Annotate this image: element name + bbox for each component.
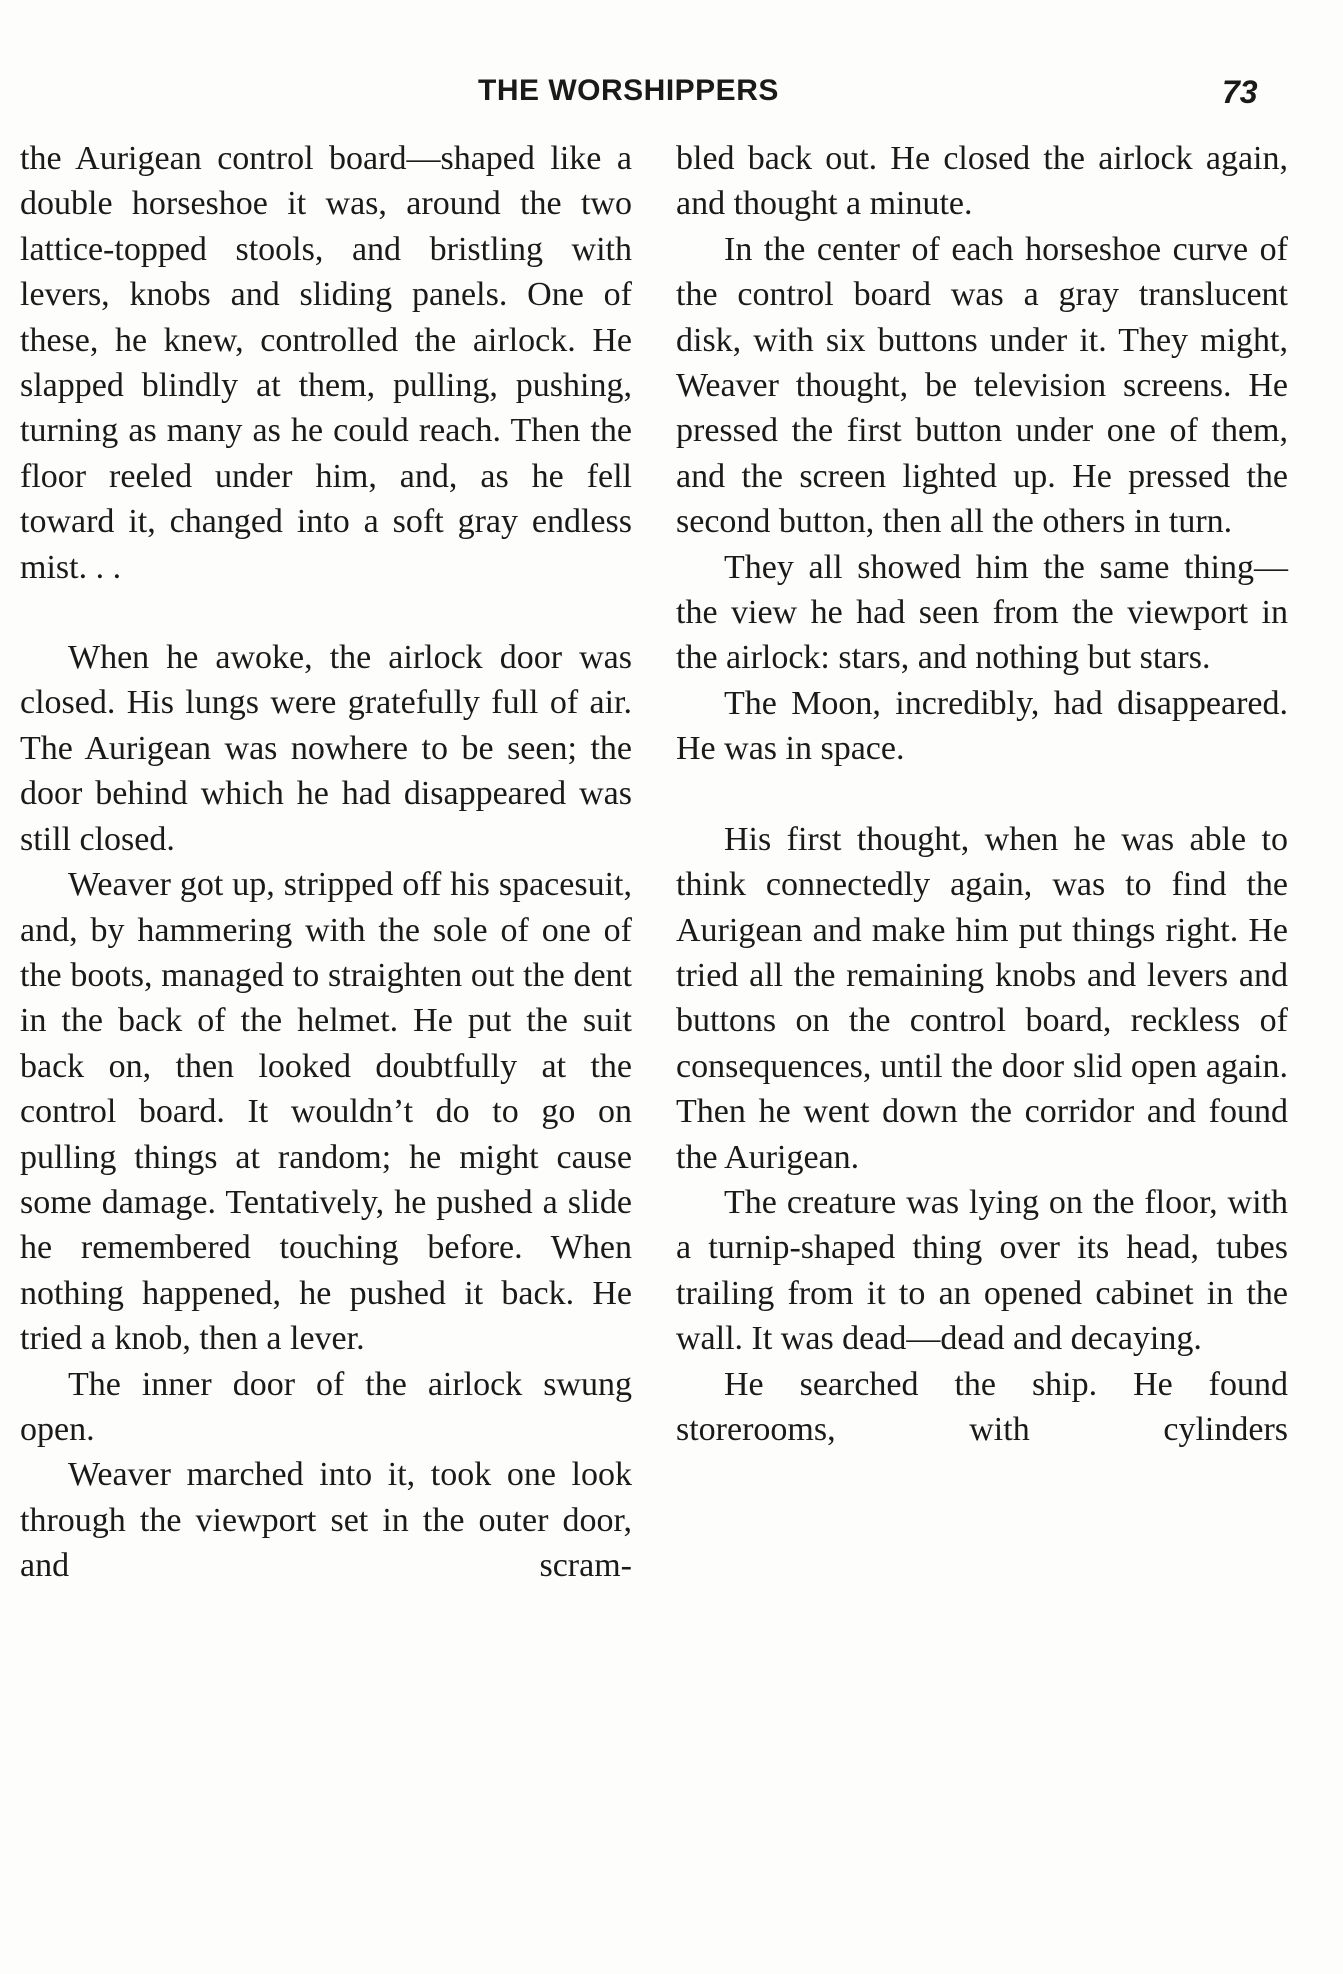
paragraph: When he awoke, the airlock door was closed. His lungs were gratefully full of air. The Aurigean was nowhere to be seen; the door behind which he had disappeared was still closed. bbox=[20, 639, 632, 858]
paragraph: The Moon, incredibly, had disappeared. He was in space. bbox=[676, 684, 1288, 768]
right-column bbox=[676, 136, 1288, 1452]
paragraph: Weaver got up, stripped off his spacesuit, and, by hammering with the sole of one of the boots, managed to straighten out the dent in the back of the helmet. He put the suit back on, then looked doubtfully at the control board. It wouldn’t do to go on pulling things at random; he might cause some damage. Tentatively, he pushed a slide he remembered touching before. When nothing happened, he pushed it back. He tried a knob, then a lever. bbox=[20, 866, 632, 1358]
running-head bbox=[0, 74, 1343, 114]
paragraph: bled back out. He closed the airlock again, and thought a minute. bbox=[676, 140, 1288, 223]
paragraph: His first thought, when he was able to think connectedly again, was to find the Aurigean and make him put things right. He tried all the remaining knobs and levers and buttons on the control board, reckless of consequences, until the door slid open again. Then he went down the corridor and found the Aurigean. bbox=[676, 820, 1288, 1176]
paragraph: Weaver marched into it, took one look through the viewport set in the outer door, and scram- bbox=[20, 1456, 632, 1585]
running-title: THE WORSHIPPERS bbox=[478, 74, 779, 107]
paragraph: They all showed him the same thing—the view he had seen from the viewport in the airlock: stars, and nothing but stars. bbox=[676, 548, 1288, 677]
paragraph: He searched the ship. He found storerooms, with cylinders bbox=[676, 1365, 1288, 1448]
page-number: 73 bbox=[1222, 74, 1258, 110]
paragraph: the Aurigean control board—shaped like a double horseshoe it was, around the two lattice-topped stools, and bristling with levers, knobs and sliding panels. One of these, he knew, controlled the airlock. He slapped blindly at them, pulling, pushing, turning as many as he could reach. Then the floor reeled under him, and, as he fell toward it, changed into a soft gray endless mist. . . bbox=[20, 140, 632, 586]
paragraph: The inner door of the airlock swung open. bbox=[20, 1365, 632, 1448]
paragraph: In the center of each horseshoe curve of the control board was a gray translucent disk, with six buttons under it. They might, Weaver thought, be television screens. He pressed the first button under one of them, and the screen lighted up. He pressed the second button, then all the others in turn. bbox=[676, 230, 1288, 541]
paragraph: The creature was lying on the floor, with a turnip-shaped thing over its head, tubes trailing from it to an opened cabinet in the wall. It was dead—dead and decaying. bbox=[676, 1183, 1288, 1358]
left-column bbox=[20, 136, 632, 1589]
